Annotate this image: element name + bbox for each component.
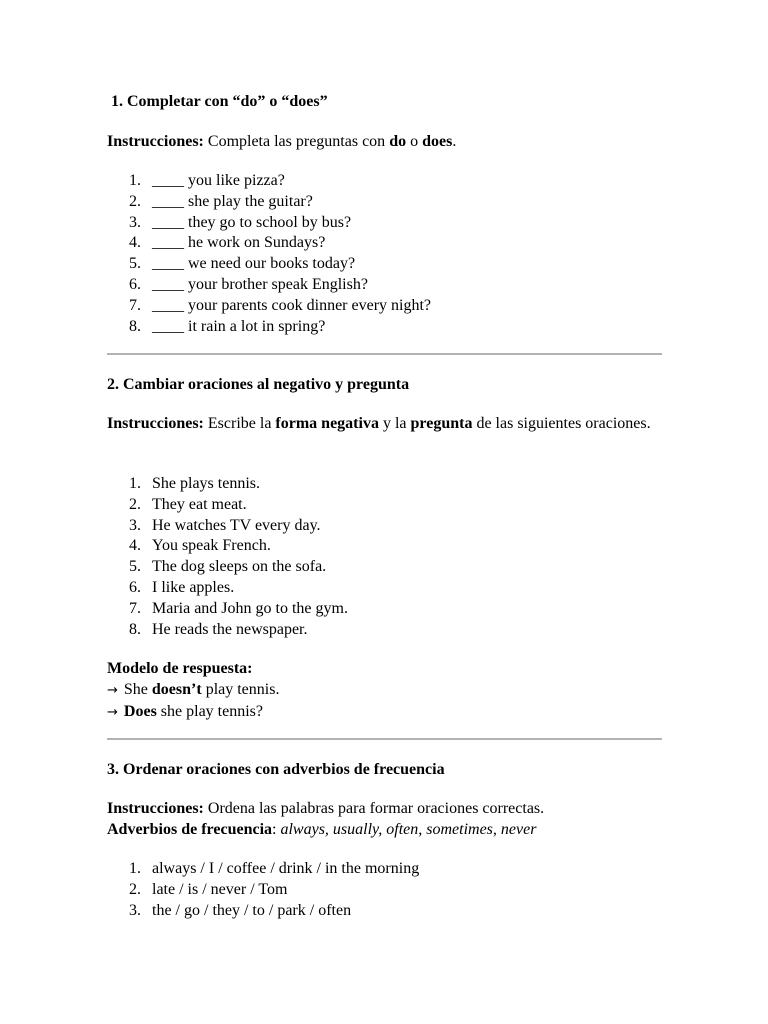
section-3-instructions: Instrucciones: Ordena las palabras para formar oraciones correctas. Adverbios de frecuencia: always, usually, often, sometimes, never — [107, 799, 662, 841]
list-item: 1. She plays tennis. — [129, 475, 260, 492]
list-item: 6. I like apples. — [129, 578, 235, 596]
list-item: 7. Maria and John go to the gym. — [129, 599, 348, 617]
list-item: 1. ____ you like pizza? — [129, 172, 285, 189]
section-1-list — [107, 171, 431, 337]
list-item: 5. The dog sleeps on the sofa. — [129, 558, 327, 576]
list-item: 8. ____ it rain a lot in spring? — [129, 317, 326, 335]
list-item: 4. ____ he work on Sundays? — [129, 234, 326, 252]
section-divider — [107, 738, 662, 740]
list-item: 4. You speak French. — [129, 537, 271, 555]
section-2-instructions: Instrucciones: Escribe la forma negativa y la pregunta de las siguientes oraciones. — [107, 415, 651, 432]
list-item: 7. ____ your parents cook dinner every night? — [129, 296, 432, 314]
answer-model-negative: → She doesn’t play tennis. — [107, 680, 280, 698]
adverbs-line: Adverbios de frecuencia: always, usually, often, sometimes, never — [107, 820, 537, 838]
answer-model — [107, 659, 662, 723]
list-item: 2. ____ she play the guitar? — [129, 192, 313, 210]
list-item: 6. ____ your brother speak English? — [129, 275, 368, 293]
list-item: 2. late / is / never / Tom — [129, 880, 288, 898]
section-2-list — [107, 474, 348, 640]
section-divider — [107, 353, 662, 355]
list-item: 5. ____ we need our books today? — [129, 255, 356, 273]
section-1-instructions: Instrucciones: Completa las preguntas con do o does. — [107, 133, 457, 150]
list-item: 3. ____ they go to school by bus? — [129, 213, 352, 231]
instructions-label: Instrucciones: — [107, 800, 204, 817]
section-3-title: 3. Ordenar oraciones con adverbios de frecuencia — [107, 761, 445, 778]
answer-model-label: Modelo de respuesta: — [107, 660, 253, 677]
list-item: 3. the / go / they / to / park / often — [129, 901, 352, 919]
list-item: 8. He reads the newspaper. — [129, 620, 308, 638]
instructions-label: Instrucciones: — [107, 415, 204, 432]
list-item: 1. always / I / coffee / drink / in the morning — [129, 860, 420, 877]
instructions-label: Instrucciones: — [107, 133, 204, 150]
arrow-right-icon: → — [107, 704, 118, 720]
section-1-title: 1. Completar con “do” o “does” — [111, 93, 328, 110]
list-item: 3. He watches TV every day. — [129, 516, 321, 534]
section-2-title: 2. Cambiar oraciones al negativo y pregunta — [107, 376, 410, 393]
answer-model-question: → Does she play tennis? — [107, 702, 263, 720]
arrow-right-icon: → — [107, 682, 118, 698]
list-item: 2. They eat meat. — [129, 495, 247, 513]
section-3-list — [107, 859, 419, 921]
